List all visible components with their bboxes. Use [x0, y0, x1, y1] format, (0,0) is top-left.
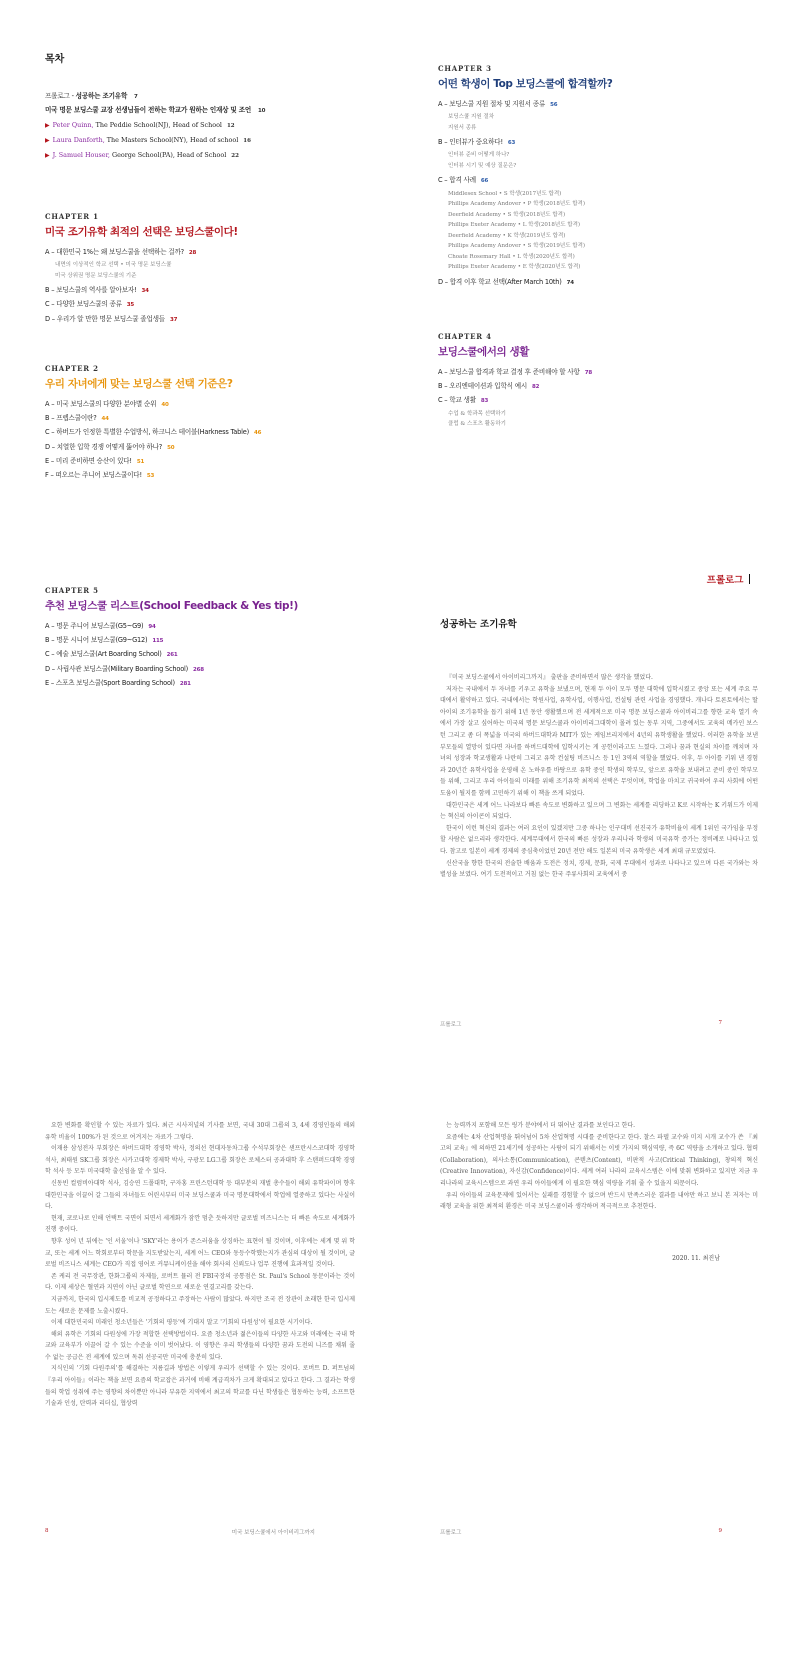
- item-page: 78: [584, 370, 592, 376]
- chapter-label: CHAPTER 2: [45, 364, 99, 373]
- prologue-header-text: 프롤로그: [706, 575, 744, 586]
- interview-name: Peter Quinn,: [52, 121, 94, 130]
- item-text: C – 예술 보딩스쿨(Art Boarding School): [45, 650, 162, 659]
- toc-subitem: 보딩스쿨 지원 절차: [448, 114, 495, 121]
- paragraph: 는 능력까지 포함해 모든 링가 분야에서 더 뛰어난 결과를 보인다고 한다.: [446, 1122, 636, 1129]
- toc-subitem: 수업 & 학과목 선택하기: [448, 410, 506, 417]
- chapter-label: CHAPTER 5: [45, 586, 99, 595]
- item-text: B – 명문 시니어 보딩스쿨(G9~G12): [45, 636, 148, 645]
- item-page: 74: [566, 279, 574, 286]
- item-page: 66: [480, 178, 489, 185]
- toc-subitem: Phillips Exeter Academy • L 학생(2018년도 합격): [448, 222, 581, 229]
- interview-school: George School(PA), Head of School: [112, 151, 227, 160]
- toc-item: [45, 313, 395, 327]
- interview-school: The Masters School(NY), Head of school: [106, 136, 239, 145]
- toc-item: [45, 634, 395, 648]
- item-page: 46: [253, 430, 262, 437]
- paragraph: 존 케리 전 국무장관, 한화그룹의 자제들, 로버트 뮬러 전 FBI국장의 공통점은 St. Paul's School 동문이라는 것이다. 이제 세상은 혈연과 지연이 아닌 글로벌 학연으로 새로운 연결고리를 갖는다.: [45, 1272, 355, 1292]
- toc-subitem: Deerfield Academy • S 학생(2018년도 합격): [448, 211, 566, 218]
- item-text: B – 프렙스쿨이란?: [45, 414, 97, 423]
- paragraph: 현재, 코로나로 인해 언택트 국면이 되면서 세계화가 잠깐 멈춘 듯하지만 글로벌 비즈니스는 더 빠른 속도로 세계화가 진행 중이다.: [45, 1214, 355, 1234]
- item-text: A – 대한민국 1%는 왜 보딩스쿨을 선택하는 걸까?: [45, 248, 184, 256]
- prologue-header: [707, 572, 750, 586]
- footer-title: 미국 보딩스쿨에서 아이비리그까지: [231, 1530, 315, 1536]
- chapter-label: CHAPTER 4: [438, 332, 492, 341]
- toc-subitem: Phillips Academy Andover • S 학생(2019년도 합격): [448, 243, 586, 250]
- interview-1: [45, 118, 395, 133]
- item-page: 82: [532, 384, 540, 391]
- page-number: 8: [45, 1528, 49, 1534]
- paragraph: 한국이 이런 혁신의 결과는 여러 요인이 있겠지만 그중 하나는 인구대비 선진국가 유학비율이 세계 1위인 국가임을 부정할 사람은 없으리라 생각한다. 세계무대에서 한국의 빠른 성장과 우리나라 학생의 미국유학 증가는 정비례로 나타나고 있다. 참고로 일본이 세계 경제의 중심축이었던 20년 전만 해도 일본의 미국 유학생은 세계 최대 규모였었다.: [440, 824, 758, 855]
- item-text: A – 보딩스쿨 지원 절차 및 지원서 종류: [438, 100, 546, 108]
- toc-page-chapter5: [0, 554, 405, 1108]
- footer-page: [45, 1528, 49, 1534]
- page-number: 9: [718, 1528, 722, 1534]
- toc-item: [45, 426, 395, 440]
- interview-page: 22: [231, 153, 239, 160]
- paragraph: 지금까지, 한국의 입시제도를 비교적 공정하다고 주장하는 사람이 많았다. 하지만 조국 전 장관이 초래한 한국 입시제도는 새로운 문제를 노출시켰다.: [45, 1295, 355, 1315]
- footer-label: 프롤로그: [440, 1022, 462, 1028]
- toc-item: [45, 648, 395, 662]
- toc-subitem: 인터뷰 시기 및 예상 질문은?: [448, 162, 517, 169]
- paragraph: 우리 아이들의 교육문제에 있어서는 실패를 경험할 수 없으며 반드시 만족스러운 결과를 내야만 하고 보니 본 저자는 미래형 교육을 위한 최적의 환경은 미국 보딩스쿨이라 생각하며 적극적으로 추천한다.: [440, 1191, 758, 1211]
- footer-page: [719, 1020, 723, 1026]
- item-text: D – 합격 이후 학교 선택(After March 10th): [438, 277, 562, 286]
- chapter-label: CHAPTER 3: [438, 64, 492, 73]
- chapter-title: 어떤 학생이 Top 보딩스쿨에 합격할까?: [438, 78, 613, 90]
- toc-item: [45, 469, 395, 483]
- toc-subitem: 내면의 이상적인 학교 선택 • 미국 명문 보딩스쿨: [55, 262, 172, 269]
- prologue-subtitle: 성공하는 조기유학: [440, 619, 517, 630]
- paragraph: 『미국 보딩스쿨에서 아이비리그까지』 출판을 준비하면서 많은 생각을 했었다.: [446, 674, 653, 681]
- toc-item: [45, 441, 395, 455]
- item-text: C – 합격 사례: [438, 176, 476, 185]
- toc-item: [45, 620, 395, 634]
- toc-intro-line: [45, 104, 395, 118]
- chapter-4-section: [438, 332, 788, 430]
- chapter-title: 우리 자녀에게 맞는 보딩스쿨 선택 기준은?: [45, 378, 233, 390]
- item-text: F – 떠오르는 주니어 보딩스쿨이다!: [45, 471, 142, 480]
- item-text: A – 명문 주니어 보딩스쿨(G5~G9): [45, 622, 144, 630]
- item-page: 63: [507, 140, 516, 147]
- item-text: A – 보딩스쿨 합격과 학교 결정 후 준비해야 할 사항: [438, 368, 580, 376]
- body-page-8: [0, 1108, 405, 1662]
- item-page: 35: [126, 302, 135, 309]
- footer-page: [719, 1528, 723, 1534]
- header-bar: [749, 574, 751, 584]
- toc-subitem: Phillips Exeter Academy • E 학생(2020년도 합격): [448, 264, 581, 271]
- toc-item: [438, 380, 788, 394]
- toc-item: [45, 246, 395, 260]
- intro-page: 10: [257, 108, 266, 115]
- prologue-title: 성공하는 조기유학: [75, 92, 128, 100]
- toc-item: [438, 98, 788, 112]
- body-page-9: [405, 1108, 810, 1662]
- item-text: B – 오리엔테이션과 입학식 예시: [438, 382, 528, 391]
- toc-intro: [45, 90, 395, 163]
- item-text: C – 학교 생활: [438, 396, 476, 405]
- interview-name: Laura Danforth,: [52, 136, 105, 145]
- paragraph: 신산국을 향한 한국의 전술한 배움과 도전은 정치, 경제, 문화, 국제 무대에서 성과로 나타나고 있으며 다른 국가와는 차별성을 보였다. 여기 도전적이고 거침 없는 한국 주류사회의 교육에서 중: [440, 859, 758, 879]
- item-text: B – 인터뷰가 중요하다!: [438, 138, 503, 147]
- item-text: D – 우리가 알 만한 명문 보딩스쿨 졸업생들: [45, 314, 165, 323]
- item-page: 83: [480, 398, 489, 405]
- paragraph: 이제 대한민국의 미래인 청소년들은 '기회의 평등'에 기대지 말고 '기회의 다원성'이 필요한 시기이다.: [51, 1319, 313, 1327]
- item-text: E – 스포츠 보딩스쿨(Sport Boarding School): [45, 678, 175, 687]
- toc-page-right: [405, 0, 810, 554]
- interview-name: J. Samuel Houser,: [52, 151, 110, 160]
- paragraph: 신동빈 컬럼비아대학 석사, 김승연 드폴대학, 구자홍 프린스턴대학 등 대부분의 재벌 총수들이 해외 유학파이며 향후 대한민국을 이끌어 갈 그들의 자녀들도 어린시부터 미국 보딩스쿨과 미국 명문대학에서 학업에 열중하고 있다는 사실이다.: [45, 1179, 355, 1211]
- arrow-icon: ▶: [45, 152, 50, 160]
- toc-item: [45, 663, 395, 677]
- toc-subitem: Deerfield Academy • K 학생(2019년도 합격): [448, 232, 566, 239]
- item-page: 28: [188, 250, 197, 256]
- item-page: 51: [136, 458, 145, 465]
- item-text: B – 보딩스쿨의 역사를 알아보자!: [45, 286, 137, 295]
- paragraph: 대한민국은 세계 어느 나라보다 빠른 속도로 변화하고 있으며 그 변화는 세계를 리딩하고 K로 시작하는 K 키워드가 이제는 혁신의 아이콘이 되었다.: [440, 801, 758, 821]
- item-page: 53: [146, 473, 155, 480]
- item-text: D – 치열한 입학 경쟁 어떻게 뚫어야 하나?: [45, 442, 163, 451]
- toc-title: 목차: [45, 54, 65, 65]
- item-text: E – 미리 준비하면 승산이 있다!: [45, 456, 132, 465]
- paragraph: 요즘에는 4차 산업혁명을 뛰어넘어 5차 산업혁명 시대를 준비한다고 한다. 찰스 파델 교수와 미지 시개 교수가 쓴 『최고의 교육』에 의하면 21세기에 성공하는 사람이 되기 위해서는 이빗 가지의 핵심역량, 즉 6C 역량을 소개하고 있다. 협력(Collaboration), 의사소통(Communication), 콘텐츠(Content), 비판적 사고(Critical Thinking), 창의적 혁신(Creative Innovation), 자신감(Confidence)이다. 세계 여러 나라의 교육시스템은 이에 맞춰 변화하고 있지만 지금 우리나라의 교육시스템으로 과연 우리 아이들에게 이 필요한 핵심 역량을 키워 줄 수 있을지 의문이다.: [440, 1133, 758, 1187]
- item-page: 50: [167, 444, 175, 451]
- item-page: 56: [550, 102, 558, 108]
- toc-item: [438, 394, 788, 408]
- toc-item: [45, 298, 395, 312]
- prologue-label: 프롤로그 -: [45, 92, 74, 100]
- toc-item: [45, 455, 395, 469]
- paragraph: 해외 유학은 기회의 다원성에 가장 적합한 선택방법이다. 요즘 청소년과 젊은이들의 다양한 사고와 미래에는 국내 학교와 교육부가 이끌어 갈 수 있는 수준을 이미 벗어났다. 이 영향은 우리 학생들의 다양한 꿈과 도전의 니즈를 채워 줄 수 없는 공급은 전 세계에 있으며 독취 선공국만 미국에 충분히 있다.: [45, 1330, 355, 1361]
- paragraph: 요한 변화를 확인할 수 있는 자료가 있다. 최근 시사저널의 기사를 보면, 국내 30대 그룹의 3, 4세 경영인들의 해외 유학 비율이 100%가 된 것으로 여겨지는 자료가 그렇다.: [45, 1122, 355, 1141]
- item-page: 261: [166, 652, 178, 659]
- item-page: 94: [148, 624, 156, 630]
- interview-page: 16: [243, 138, 251, 145]
- signature: 2020. 11. 최진남: [672, 1255, 720, 1262]
- page-number: 7: [718, 1020, 722, 1026]
- page9-body: [440, 1120, 758, 1240]
- item-page: 115: [152, 638, 164, 645]
- toc-item: [45, 412, 395, 426]
- item-text: C – 다양한 보딩스쿨의 종류: [45, 300, 122, 309]
- toc-prologue-line: [45, 90, 395, 104]
- toc-subitem: 미국 상위권 명문 보딩스쿨의 기준: [55, 272, 137, 279]
- item-page: 34: [141, 288, 149, 295]
- prologue-page: [405, 554, 810, 1108]
- chapter-3-section: [438, 64, 788, 290]
- intro-label: 미국 명문 보딩스쿨 교장 선생님들이 전하는 학교가 원하는 인재상 및 조언: [45, 106, 252, 115]
- toc-item: [45, 677, 395, 691]
- toc-item: [438, 174, 788, 188]
- prologue-body: [440, 672, 758, 1012]
- paragraph: 지식인의 '기회 다원주의'를 해결하는 지름길과 방법은 이렇게 우리가 선택할 수 있는 것이다. 로버트 D. 퍼트넘의 『우리 아이들』이라는 책을 보면 요즘의 학교잡은 과거에 비해 계급격차가 크게 확대되고 있다고 한다. 그 결과는 학생들의 학업 성취에 주는 영향의 차이뿐만 아니라 부유한 지역에서 최고의 학교를 다닌 학생들은 협동하는 능력, 소프트한 기술과 인성, 탄력과 리더십, 협상력: [45, 1365, 355, 1408]
- page8-body: [45, 1120, 355, 1510]
- chapter-title: 보딩스쿨에서의 생활: [438, 346, 529, 358]
- toc-item: [45, 398, 395, 412]
- chapter-title: 추천 보딩스쿨 리스트(School Feedback & Yes tip!): [45, 600, 298, 612]
- toc-subitem: 클럽 & 스포츠 활동하기: [448, 421, 506, 428]
- item-page: 37: [169, 316, 178, 323]
- arrow-icon: ▶: [45, 137, 50, 145]
- toc-item: [438, 276, 788, 290]
- toc-item: [438, 366, 788, 380]
- toc-subitem: Choate Rosemary Hall • L 학생(2020년도 합격): [448, 253, 575, 260]
- prologue-page: 7: [134, 94, 138, 100]
- chapter-label: CHAPTER 1: [45, 212, 99, 221]
- toc-item: [45, 284, 395, 298]
- item-page: 268: [193, 666, 204, 673]
- chapter-2-section: [45, 364, 395, 483]
- toc-subitem: 인터뷰 준비 어떻게 하나?: [448, 152, 510, 159]
- toc-item: [438, 136, 788, 150]
- arrow-icon: ▶: [45, 122, 50, 130]
- interview-3: [45, 148, 395, 163]
- interview-school: The Peddie School(NJ), Head of School: [95, 121, 222, 130]
- footer-label: 프롤로그: [440, 1530, 462, 1536]
- item-text: C – 하버드가 인정한 특별한 수업방식, 하크니스 테이블(Harkness Table): [45, 428, 249, 437]
- toc-subitem: Phillips Academy Andover • P 학생(2018년도 합격): [448, 201, 585, 208]
- item-page: 281: [179, 680, 191, 687]
- paragraph: 저자는 국내에서 두 자녀를 키우고 유학을 보냈으며, 현재 두 아이 모두 명문 대학에 입학시켰고 중앙 또는 세계 주요 무대에서 활약하고 있다. 국내에서는 학원사업, 유학사업, 이행사업, 컨설팅 관련 사업을 경영했다. 개나다 토론토에서는 딸아이의 조기유학을 돕기 위해 1년 동안 생활했으며 전 세계적으로 미국 명문 보딩스쿨과 아이비리그를 향한 교육 열기 속에서 가장 살고 싶어하는 미국의 명문 보딩스쿨과 아이비리그대학이 몰려 있는 동부 지역, 그중에서도 교육의 메카인 보스턴 그리고 좀 더 폭넓을 미국의 하버드대학과 MIT가 있는 케임브리지에서 4년의 유학생활을 했었다. 이러한 유학을 보낸 부모들의 열망이 있다면 자녀를 하버드대학에 입학시키는 게 공헌이라고도 느꼈다. 그러나 꿈과 현실의 차이를 깨치며 자녀의 성장과 학교생활과 나란히 그리고 유학 컨설팅 비즈니스 등 1인 3역의 역할을 했었다. 이후, 두 아이를 키워 낸 경험과 20년간 유학사업을 운영해 온 노하우를 바탕으로 유학 중인 학생의 학부모, 앞으로 유학을 보내려고 준비 중인 학부모들 위해, 그리고 우리 아이들의 미래를 위해 조기유학 최적의 선택은 무엇이며, 학업을 마치고 귀국하여 우리 사회에 어떤 도움이 될지를 함께 고민하기 위해 이 책을 쓰게 되었다.: [440, 685, 758, 797]
- chapter-title: 미국 조기유학 최적의 선택은 보딩스쿨이다!: [45, 226, 238, 238]
- toc-subitem: Middlesex School • S 학생(2017년도 합격): [448, 190, 562, 197]
- toc-subitem: 지원서 종류: [448, 124, 477, 131]
- item-text: A – 미국 보딩스쿨의 다양한 분야별 순위: [45, 400, 157, 408]
- item-page: 44: [101, 416, 109, 423]
- chapter-5-section: [45, 586, 395, 691]
- paragraph: 향후 성어 년 뒤에는 '인 서울'이나 'SKY'라는 용어가 존스러움을 상징하는 표현이 될 것이며, 이후에는 세계 몇 위 학교, 또는 세계 어느 학회로부터 학문을 지도받았는지, 세계 어느 CEO와 동등수학했는지가 관심의 대상이 될 것이며, 글로벌 비즈니스 세계는 CEO가 직접 영어로 커뮤니케이션을 해야 회사의 신뢰도나 업무 진행에 효과적일 것이다.: [45, 1237, 355, 1269]
- item-page: 40: [161, 402, 169, 408]
- chapter-1-section: [45, 212, 395, 327]
- interview-page: 12: [226, 123, 235, 130]
- interview-2: [45, 133, 395, 148]
- paragraph: 이재용 삼성전자 부회장은 하버드대학 경영학 박사, 정의선 현대자동차그룹 수석부회장은 샌프란시스코대학 경영학 석사, 최태원 SK그룹 회장은 시카고대학 경제학 박사, 구광모 LG그룹 회장은 로체스터 공과대학 후 스탠퍼드대학 경영학 석사 등 모두 미국대학 출신임을 알 수 있다.: [45, 1145, 355, 1176]
- item-text: D – 사립사관 보딩스쿨(Military Boarding School): [45, 664, 189, 673]
- toc-page-left: [0, 0, 405, 554]
